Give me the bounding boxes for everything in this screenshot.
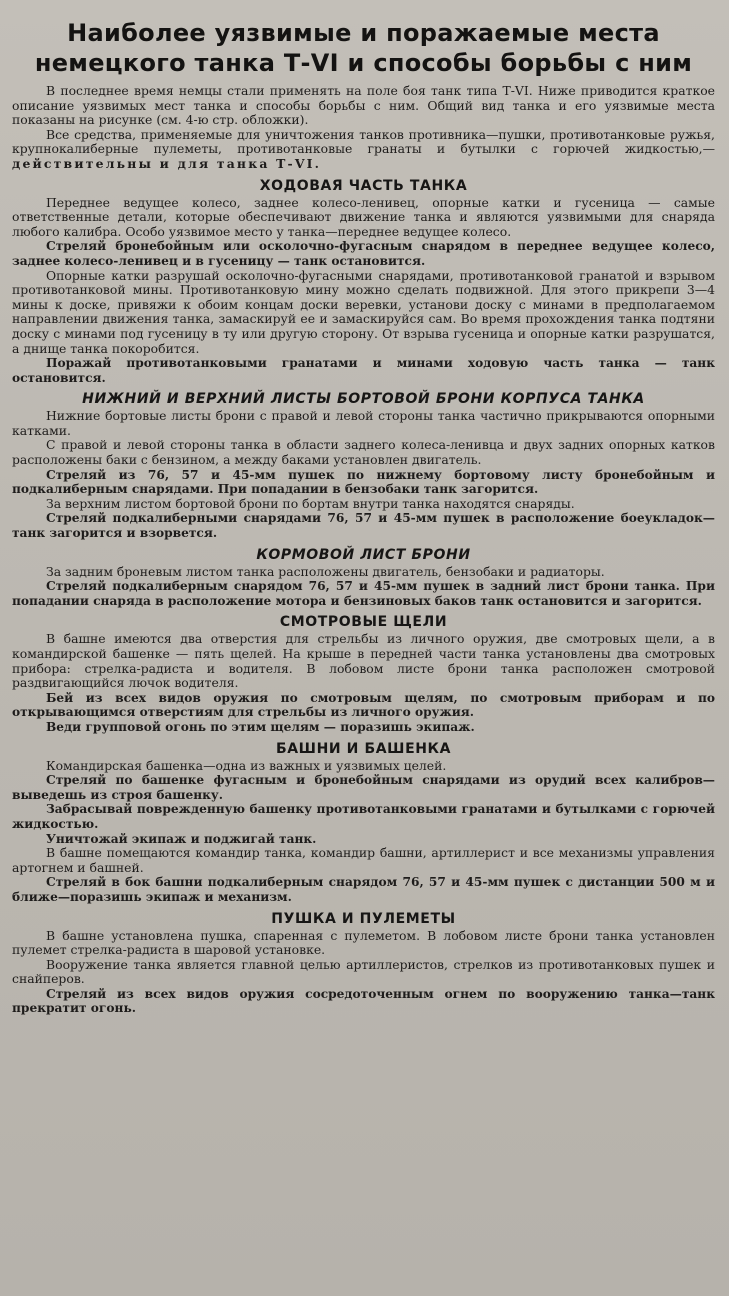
sections-container	[12, 177, 715, 1017]
instruction-paragraph: Стреляй из всех видов оружия сосредоточенным огнем по вооружению танка—танк прекратит огонь.	[12, 986, 715, 1016]
body-paragraph: В башне установлена пушка, спаренная с пулеметом. В лобовом листе брони танка установлен пулемет стрелка-радиста в шаровой установке.	[12, 927, 715, 958]
section-heading: ПУШКА И ПУЛЕМЕТЫ	[271, 910, 456, 927]
instruction-paragraph: Стреляй подкалиберными снарядами 76, 57 и 45-мм пушек в расположение боеукладок—танк загорится и взорвется.	[12, 511, 715, 541]
instruction-paragraph: Веди групповой огонь по этим щелям — поразишь экипаж.	[46, 719, 475, 734]
instruction-paragraph: Стреляй бронебойным или осколочно-фугасным снарядом в переднее ведущее колесо, заднее колесо-ленивец и в гусеницу — танк остановится.	[12, 239, 715, 268]
section-heading: ХОДОВАЯ ЧАСТЬ ТАНКА	[259, 177, 468, 194]
section-heading: КОРМОВОЙ ЛИСТ БРОНИ	[256, 546, 471, 563]
instruction-paragraph: Поражай противотанковыми гранатами и минами ходовую часть танка — танк остановится.	[12, 356, 715, 385]
body-paragraph: В башне имеются два отверстия для стрельбы из личного оружия, две смотровых щели, а в командирской башенке — пять щелей. На крыше в передней части танка установлены два смотровых прибора: стрелка-радиста и водителя. В лобовом листе брони танка расположен смотровой раздвигающийся лючок водителя.	[12, 631, 715, 691]
instruction-paragraph: Стреляй из 76, 57 и 45-мм пушек по нижнему бортовому листу бронебойным и подкалиберным снарядами. При попадании в бензобаки танк загорится.	[12, 467, 715, 497]
instruction-paragraph: Забрасывай поврежденную башенку противотанковыми гранатами и бутылками с горючей жидкостью.	[12, 802, 715, 831]
section-heading: СМОТРОВЫЕ ЩЕЛИ	[279, 614, 448, 631]
body-paragraph: С правой и левой стороны танка в области заднего колеса-ленивца и двух задних опорных катков расположены баки с бензином, а между баками установлен двигатель.	[12, 437, 715, 468]
intro-paragraph	[12, 128, 715, 172]
page-title	[12, 18, 715, 78]
body-paragraph: Опорные катки разрушай осколочно-фугасными снарядами, противотанковой гранатой и взрывом противотанковой мины. Противотанковую мину можно сделать подвижной. Для этого прикрепи 3—4 мины к доске, привяжи к обоим концам доски веревки, установи доску с минами в предполагаемом направлении движения танка, замаскируй ее и замаскируйся сам. Во время прохождения танка подтяни доску с минами под гусеницу в ту или другую сторону. От взрыва гусеница и опорные катки разрушатся, а днище танка покоробится.	[12, 267, 715, 356]
instruction-paragraph: Стреляй в бок башни подкалиберным снарядом 76, 57 и 45-мм пушек с дистанции 500 м и ближе—поразишь экипаж и механизм.	[12, 875, 715, 904]
intro-text: Все средства, применяемые для уничтожения танков противника—пушки, противотанковые ружья, крупнокалиберные пулеметы, противотанковые гранаты и бутылки с горючей жидкостью,—	[12, 126, 715, 157]
body-paragraph: Командирская башенка—одна из важных и уязвимых целей.	[46, 757, 447, 773]
body-paragraph: Вооружение танка является главной целью артиллеристов, стрелков из противотанковых пушек и снайперов.	[12, 956, 715, 987]
title-line-1: Наиболее уязвимые и поражаемые места	[67, 19, 660, 47]
section-heading: НИЖНИЙ И ВЕРХНИЙ ЛИСТЫ БОРТОВОЙ БРОНИ КОРПУСА ТАНКА	[82, 391, 645, 408]
body-paragraph: Нижние бортовые листы брони с правой и левой стороны танка частично прикрываются опорными катками.	[12, 408, 715, 438]
body-paragraph: В башне помещаются командир танка, командир башни, артиллерист и все механизмы управления артогнем и башней.	[12, 845, 715, 875]
instruction-paragraph: Бей из всех видов оружия по смотровым щелям, по смотровым приборам и по открывающимся отверстиям для стрельбы из личного оружия.	[12, 690, 715, 720]
intro-emphasis: действительны и для танка Т-VI.	[12, 155, 322, 171]
instruction-paragraph: Уничтожай экипаж и поджигай танк.	[46, 831, 317, 846]
body-paragraph: За верхним листом бортовой брони по бортам внутри танка находятся снаряды.	[46, 495, 575, 511]
instruction-paragraph: Стреляй по башенке фугасным и бронебойным снарядами из орудий всех калибров—выведешь из строя башенку.	[12, 773, 715, 802]
body-paragraph: За задним броневым листом танка расположены двигатель, бензобаки и радиаторы.	[46, 563, 605, 579]
body-paragraph: Переднее ведущее колесо, заднее колесо-ленивец, опорные катки и гусеница — самые ответственные детали, которые обеспечивают движение танка и являются уязвимыми для снаряда любого калибра. Особо уязвимое место у танка—переднее ведущее колесо.	[12, 194, 715, 239]
title-line-2: немецкого танка Т-VI и способы борьбы с ним	[34, 49, 693, 77]
intro-paragraph: В последнее время немцы стали применять на поле боя танк типа Т-VI. Ниже приводится краткое описание уязвимых мест танка и способы борьбы с ним. Общий вид танка и его уязвимые места показаны на рисунке (см. 4-ю стр. обложки).	[12, 83, 715, 128]
section-heading: БАШНИ И БАШЕНКА	[275, 740, 452, 757]
instruction-paragraph: Стреляй подкалиберным снарядом 76, 57 и 45-мм пушек в задний лист брони танка. При попадании снаряда в расположение мотора и бензиновых баков танк остановится и загорится.	[12, 579, 715, 608]
